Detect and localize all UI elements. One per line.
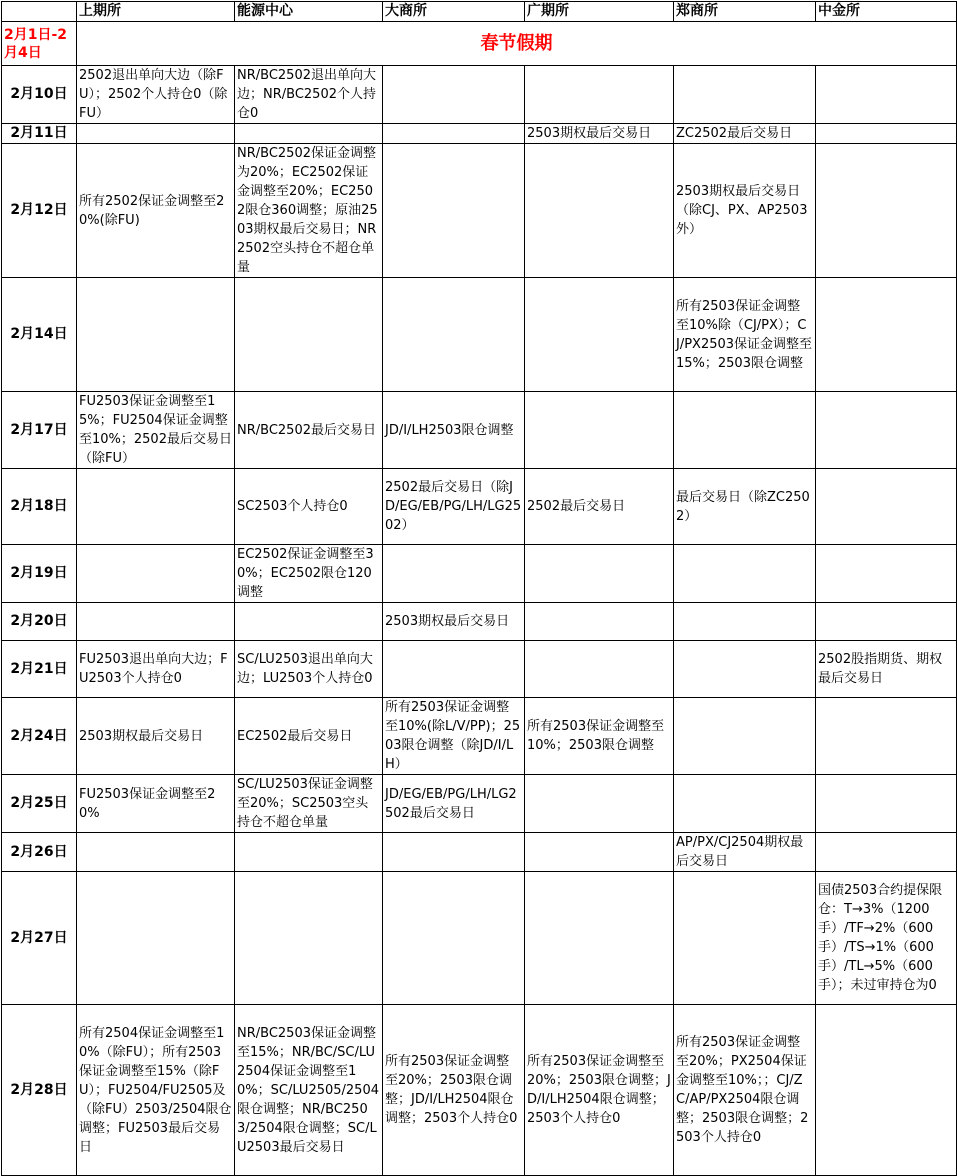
table-cell: 所有2503保证金调整至10%(除L/V/PP)；2503限仓调整（除JD/I/LH） [383,698,525,775]
table-cell [525,66,674,124]
table-cell [816,278,957,392]
table-cell: 2503期权最后交易日 [525,124,674,144]
table-cell: 2502最后交易日（除JD/EG/EB/PG/LH/LG2502） [383,469,525,545]
table-cell [77,278,235,392]
table-cell: EC2502最后交易日 [235,698,383,775]
header-gfex: 广期所 [525,2,674,22]
table-cell: 国债2503合约提保限仓：T→3%（1200手）/TF→2%（600手）/TS→1%（600手）/TL→5%（600手）；未过审持仓为0 [816,872,957,1005]
header-shfe: 上期所 [77,2,235,22]
table-cell: NR/BC2503保证金调整至15%；NR/BC/SC/LU2504保证金调整至10%；SC/LU2505/2504限仓调整；NR/BC2503/2504限仓调整；SC/LU2503最后交易日 [235,1005,383,1176]
table-cell [674,641,816,698]
table-row [2,641,957,698]
table-cell: 2502退出单向大边（除FU）；2502个人持仓0（除FU） [77,66,235,124]
row-date: 2月21日 [2,641,77,698]
holiday-row [2,22,957,66]
table-cell [525,872,674,1005]
header-corner [2,2,77,22]
table-row [2,66,957,124]
table-cell: 所有2503保证金调整至20%；2503限仓调整；JD/I/LH2504限仓调整；2503个人持仓0 [525,1005,674,1176]
table-cell: 所有2502保证金调整至20%(除FU) [77,144,235,278]
table-cell: NR/BC2502最后交易日 [235,392,383,469]
row-date: 2月14日 [2,278,77,392]
table-cell [77,603,235,641]
table-cell [383,124,525,144]
table-cell: NR/BC2502退出单向大边；NR/BC2502个人持仓0 [235,66,383,124]
table-cell [525,278,674,392]
table-cell: NR/BC2502保证金调整为20%；EC2502保证金调整至20%；EC2502限仓360调整；原油2503期权最后交易日；NR2502空头持仓不超仓单量 [235,144,383,278]
table-cell: 所有2503保证金调整至20%；2503限仓调整；JD/I/LH2504限仓调整；2503个人持仓0 [383,1005,525,1176]
table-cell [816,833,957,872]
table-cell [383,144,525,278]
table-row [2,603,957,641]
table-cell [235,603,383,641]
header-ine: 能源中心 [235,2,383,22]
table-cell: FU2503保证金调整至20% [77,775,235,833]
table-cell [235,833,383,872]
row-date: 2月11日 [2,124,77,144]
table-cell [674,698,816,775]
table-cell [235,124,383,144]
table-cell: 2502股指期货、期权最后交易日 [816,641,957,698]
table-cell [235,872,383,1005]
table-cell [383,641,525,698]
table-cell [383,833,525,872]
holiday-date: 2月1日-2月4日 [2,22,77,66]
table-cell: AP/PX/CJ2504期权最后交易日 [674,833,816,872]
table-cell [77,124,235,144]
row-date: 2月20日 [2,603,77,641]
table-cell: 2503期权最后交易日（除CJ、PX、AP2503外） [674,144,816,278]
table-cell [674,872,816,1005]
table-row [2,545,957,603]
table-cell: 最后交易日（除ZC2502） [674,469,816,545]
table-cell [77,872,235,1005]
table-cell [525,641,674,698]
table-row [2,1005,957,1176]
table-cell [674,66,816,124]
table-cell [816,144,957,278]
row-date: 2月12日 [2,144,77,278]
row-date: 2月24日 [2,698,77,775]
table-cell [816,775,957,833]
table-row [2,392,957,469]
row-date: 2月18日 [2,469,77,545]
table-cell [674,775,816,833]
table-cell: 所有2503保证金调整至20%；PX2504保证金调整至10%；；CJ/ZC/AP/PX2504限仓调整；2503限仓调整；2503个人持仓0 [674,1005,816,1176]
table-cell [816,603,957,641]
table-cell [816,698,957,775]
row-date: 2月26日 [2,833,77,872]
table-cell: 所有2504保证金调整至10%（除FU）；所有2503保证金调整至15%（除FU）；FU2504/FU2505及（除FU）2503/2504限仓调整；FU2503最后交易日 [77,1005,235,1176]
table-cell: 2503期权最后交易日 [383,603,525,641]
table-cell [525,392,674,469]
exchange-calendar-table [1,1,957,1176]
table-cell: 所有2503保证金调整至10%除（CJ/PX）；CJ/PX2503保证金调整至15%；2503限仓调整 [674,278,816,392]
row-date: 2月17日 [2,392,77,469]
table-cell: FU2503退出单向大边；FU2503个人持仓0 [77,641,235,698]
header-row [2,2,957,22]
row-date: 2月25日 [2,775,77,833]
table-row [2,775,957,833]
table-cell [77,833,235,872]
holiday-label: 春节假期 [77,22,957,66]
row-date: 2月28日 [2,1005,77,1176]
table-cell: 2503期权最后交易日 [77,698,235,775]
table-cell [525,833,674,872]
table-row [2,872,957,1005]
row-date: 2月10日 [2,66,77,124]
table-cell: SC/LU2503退出单向大边；LU2503个人持仓0 [235,641,383,698]
table-cell [674,545,816,603]
table-cell [816,66,957,124]
header-dce: 大商所 [383,2,525,22]
table-cell [816,545,957,603]
table-cell [816,1005,957,1176]
table-cell [816,469,957,545]
table-row [2,144,957,278]
table-cell: JD/EG/EB/PG/LH/LG2502最后交易日 [383,775,525,833]
table-cell [674,603,816,641]
table-row [2,698,957,775]
table-row [2,833,957,872]
table-cell: EC2502保证金调整至30%；EC2502限仓120调整 [235,545,383,603]
table-cell [383,545,525,603]
table-cell [674,392,816,469]
table-cell [525,144,674,278]
row-date: 2月27日 [2,872,77,1005]
table-cell [525,545,674,603]
table-cell [77,469,235,545]
table-cell [383,872,525,1005]
table-cell: 2502最后交易日 [525,469,674,545]
table-cell [816,392,957,469]
table-row [2,469,957,545]
header-czce: 郑商所 [674,2,816,22]
table-cell: SC/LU2503保证金调整至20%；SC2503空头持仓不超仓单量 [235,775,383,833]
table-row [2,278,957,392]
table-cell [77,545,235,603]
table-cell [383,66,525,124]
table-cell: JD/I/LH2503限仓调整 [383,392,525,469]
row-date: 2月19日 [2,545,77,603]
table-cell [525,603,674,641]
table-cell [525,775,674,833]
table-cell: FU2503保证金调整至15%；FU2504保证金调整至10%；2502最后交易日（除FU） [77,392,235,469]
table-cell: 所有2503保证金调整至10%；2503限仓调整 [525,698,674,775]
table-cell [816,124,957,144]
header-cffex: 中金所 [816,2,957,22]
table-cell: ZC2502最后交易日 [674,124,816,144]
table-cell [235,278,383,392]
table-cell [383,278,525,392]
table-row [2,124,957,144]
table-cell: SC2503个人持仓0 [235,469,383,545]
